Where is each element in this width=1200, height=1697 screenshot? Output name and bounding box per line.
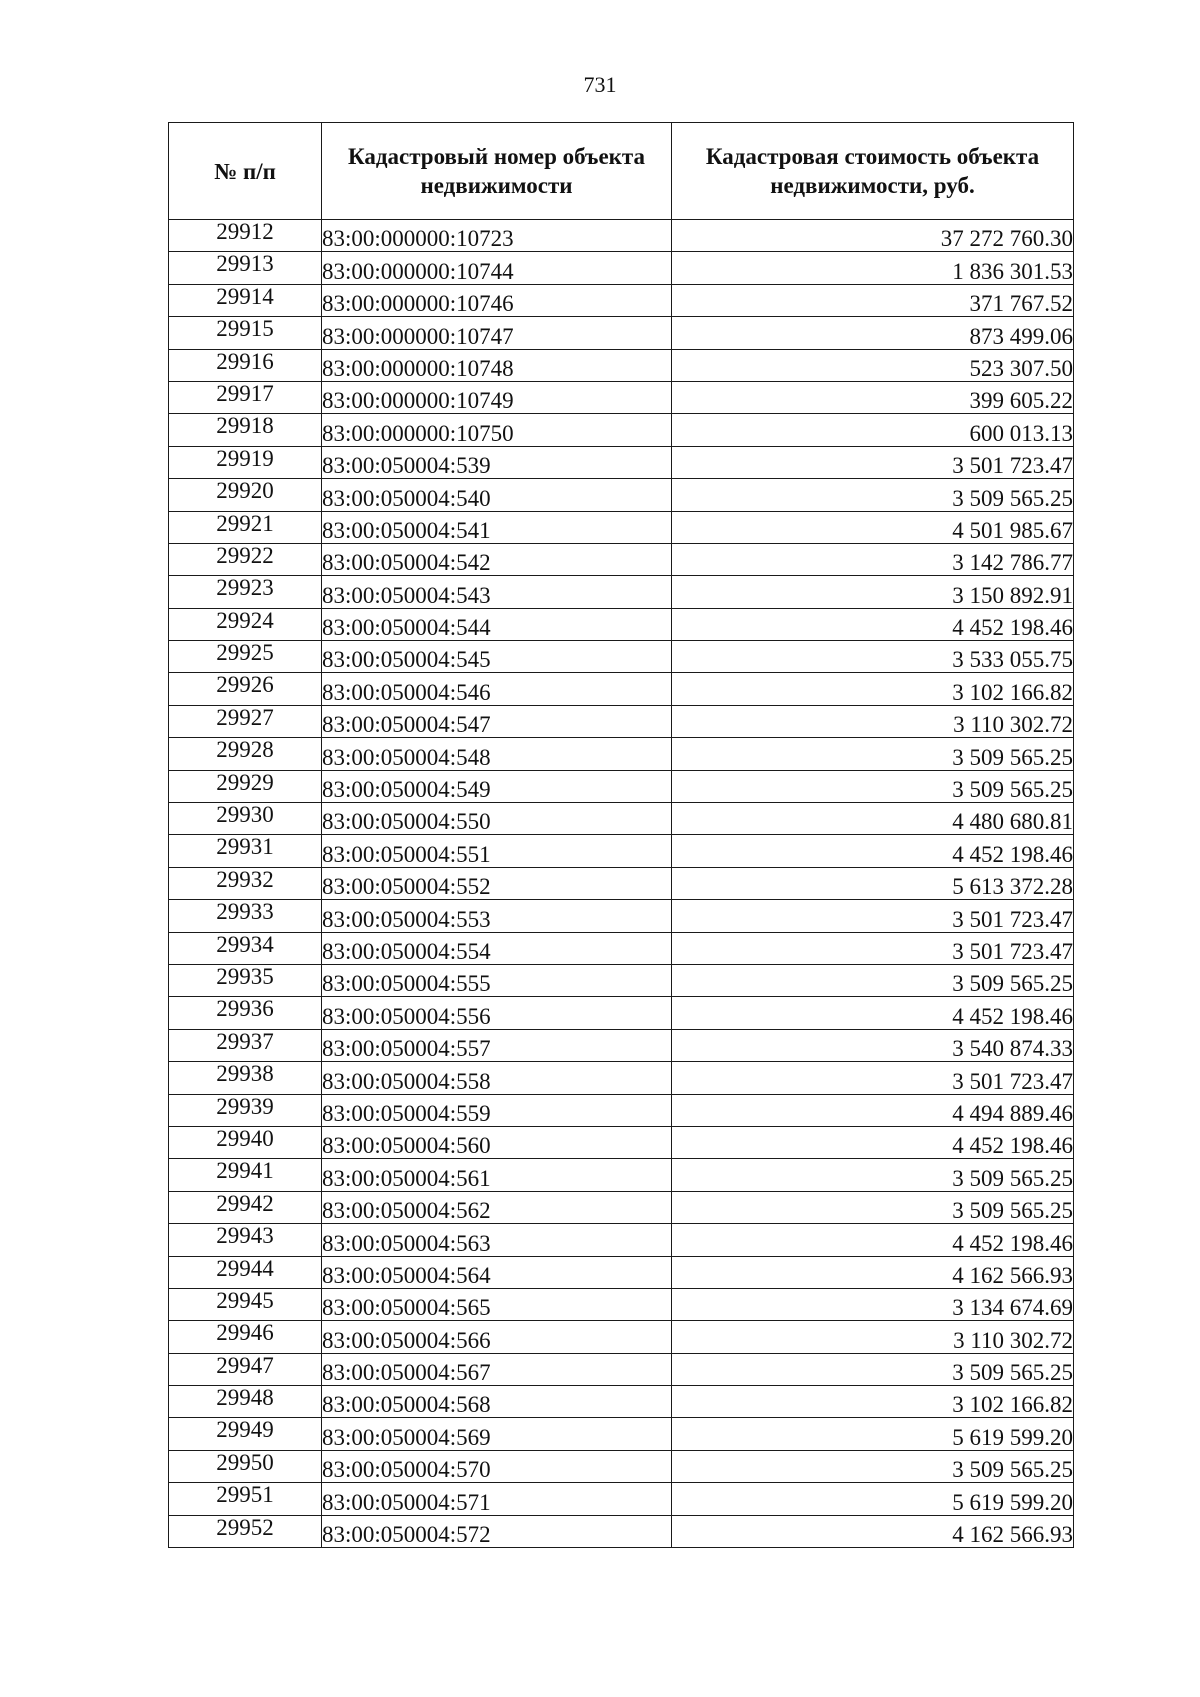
- cadastral-value-cell: 523 307.50: [672, 349, 1074, 381]
- row-number-cell: 29924: [169, 608, 322, 640]
- cadastral-number-cell: 83:00:050004:554: [322, 932, 672, 964]
- cadastral-value-cell: 3 509 565.25: [672, 1353, 1074, 1385]
- cadastral-value-cell: 4 162 566.93: [672, 1515, 1074, 1547]
- table-body: [169, 220, 1074, 1548]
- row-number-cell: 29941: [169, 1159, 322, 1191]
- cadastral-value-cell: 3 509 565.25: [672, 1191, 1074, 1223]
- cadastral-number-cell: 83:00:000000:10723: [322, 220, 672, 252]
- cadastral-number-cell: 83:00:000000:10747: [322, 317, 672, 349]
- cadastral-number-cell: 83:00:050004:553: [322, 900, 672, 932]
- cadastral-value-cell: 399 605.22: [672, 381, 1074, 413]
- header-cadastral-number: Кадастровый номер объекта недвижимости: [322, 123, 672, 220]
- page-number: 731: [583, 72, 617, 97]
- row-number-cell: 29917: [169, 381, 322, 413]
- cadastral-value-cell: 4 480 680.81: [672, 803, 1074, 835]
- cadastral-value-cell: 5 613 372.28: [672, 867, 1074, 899]
- cadastral-value-cell: 3 509 565.25: [672, 1159, 1074, 1191]
- table-row: [169, 252, 1074, 284]
- row-number-cell: 29945: [169, 1288, 322, 1320]
- cadastral-value-cell: 3 509 565.25: [672, 964, 1074, 996]
- row-number-cell: 29928: [169, 738, 322, 770]
- cadastral-number-cell: 83:00:050004:563: [322, 1224, 672, 1256]
- cadastral-number-cell: 83:00:050004:546: [322, 673, 672, 705]
- table-row: [169, 900, 1074, 932]
- cadastral-number-cell: 83:00:050004:543: [322, 576, 672, 608]
- cadastral-value-cell: 3 142 786.77: [672, 543, 1074, 575]
- table-row: [169, 835, 1074, 867]
- table-row: [169, 414, 1074, 446]
- cadastral-number-cell: 83:00:050004:567: [322, 1353, 672, 1385]
- table-row: [169, 381, 1074, 413]
- row-number-cell: 29931: [169, 835, 322, 867]
- cadastral-number-cell: 83:00:050004:566: [322, 1321, 672, 1353]
- row-number-cell: 29923: [169, 576, 322, 608]
- cadastral-number-cell: 83:00:050004:540: [322, 479, 672, 511]
- row-number-cell: 29936: [169, 997, 322, 1029]
- row-number-cell: 29913: [169, 252, 322, 284]
- cadastral-value-cell: 3 501 723.47: [672, 1062, 1074, 1094]
- cadastral-value-cell: 600 013.13: [672, 414, 1074, 446]
- table-row: [169, 770, 1074, 802]
- table-header: [169, 123, 1074, 220]
- cadastral-number-cell: 83:00:050004:539: [322, 446, 672, 478]
- cadastral-number-cell: 83:00:050004:541: [322, 511, 672, 543]
- cadastral-value-cell: 1 836 301.53: [672, 252, 1074, 284]
- cadastral-value-cell: 4 162 566.93: [672, 1256, 1074, 1288]
- table-row: [169, 511, 1074, 543]
- cadastral-number-cell: 83:00:050004:570: [322, 1450, 672, 1482]
- cadastral-number-cell: 83:00:050004:558: [322, 1062, 672, 1094]
- table-row: [169, 1418, 1074, 1450]
- table-row: [169, 220, 1074, 252]
- table-row: [169, 738, 1074, 770]
- cadastral-value-cell: 371 767.52: [672, 284, 1074, 316]
- row-number-cell: 29933: [169, 900, 322, 932]
- cadastral-value-cell: 3 509 565.25: [672, 738, 1074, 770]
- cadastral-number-cell: 83:00:050004:562: [322, 1191, 672, 1223]
- cadastral-value-cell: 4 452 198.46: [672, 997, 1074, 1029]
- cadastral-value-cell: 3 110 302.72: [672, 705, 1074, 737]
- cadastral-number-cell: 83:00:000000:10746: [322, 284, 672, 316]
- table-row: [169, 284, 1074, 316]
- row-number-cell: 29927: [169, 705, 322, 737]
- cadastral-number-cell: 83:00:050004:564: [322, 1256, 672, 1288]
- cadastral-number-cell: 83:00:050004:548: [322, 738, 672, 770]
- table-row: [169, 1159, 1074, 1191]
- table-row: [169, 608, 1074, 640]
- cadastral-value-cell: 3 134 674.69: [672, 1288, 1074, 1320]
- row-number-cell: 29938: [169, 1062, 322, 1094]
- table-row: [169, 317, 1074, 349]
- cadastral-number-cell: 83:00:050004:551: [322, 835, 672, 867]
- cadastral-value-cell: 3 533 055.75: [672, 641, 1074, 673]
- table-row: [169, 1126, 1074, 1158]
- cadastral-value-cell: 3 102 166.82: [672, 1386, 1074, 1418]
- cadastral-number-cell: 83:00:050004:555: [322, 964, 672, 996]
- row-number-cell: 29947: [169, 1353, 322, 1385]
- cadastral-value-cell: 3 150 892.91: [672, 576, 1074, 608]
- row-number-cell: 29935: [169, 964, 322, 996]
- cadastral-number-cell: 83:00:000000:10749: [322, 381, 672, 413]
- cadastral-number-cell: 83:00:050004:542: [322, 543, 672, 575]
- table-row: [169, 1450, 1074, 1482]
- cadastral-value-cell: 5 619 599.20: [672, 1483, 1074, 1515]
- table-row: [169, 349, 1074, 381]
- row-number-cell: 29951: [169, 1483, 322, 1515]
- row-number-cell: 29934: [169, 932, 322, 964]
- cadastral-value-cell: 4 494 889.46: [672, 1094, 1074, 1126]
- cadastral-value-cell: 3 501 723.47: [672, 932, 1074, 964]
- header-cadastral-value: Кадастровая стоимость объекта недвижимости, руб.: [672, 123, 1074, 220]
- row-number-cell: 29949: [169, 1418, 322, 1450]
- row-number-cell: 29925: [169, 641, 322, 673]
- row-number-cell: 29932: [169, 867, 322, 899]
- table-row: [169, 1191, 1074, 1223]
- table-row: [169, 446, 1074, 478]
- table-row: [169, 1321, 1074, 1353]
- cadastral-value-cell: 3 509 565.25: [672, 479, 1074, 511]
- row-number-cell: 29930: [169, 803, 322, 835]
- table-row: [169, 997, 1074, 1029]
- table-row: [169, 932, 1074, 964]
- cadastral-number-cell: 83:00:050004:552: [322, 867, 672, 899]
- table-row: [169, 1062, 1074, 1094]
- cadastral-value-cell: 873 499.06: [672, 317, 1074, 349]
- table-row: [169, 964, 1074, 996]
- cadastral-number-cell: 83:00:050004:549: [322, 770, 672, 802]
- cadastral-number-cell: 83:00:050004:544: [322, 608, 672, 640]
- row-number-cell: 29952: [169, 1515, 322, 1547]
- cadastral-number-cell: 83:00:050004:547: [322, 705, 672, 737]
- row-number-cell: 29946: [169, 1321, 322, 1353]
- table-row: [169, 1029, 1074, 1061]
- cadastral-number-cell: 83:00:050004:561: [322, 1159, 672, 1191]
- table-row: [169, 1353, 1074, 1385]
- row-number-cell: 29944: [169, 1256, 322, 1288]
- cadastral-value-cell: 3 102 166.82: [672, 673, 1074, 705]
- cadastral-value-cell: 3 509 565.25: [672, 770, 1074, 802]
- table-row: [169, 479, 1074, 511]
- cadastral-number-cell: 83:00:050004:545: [322, 641, 672, 673]
- table-row: [169, 1515, 1074, 1547]
- row-number-cell: 29929: [169, 770, 322, 802]
- cadastral-value-cell: 4 452 198.46: [672, 835, 1074, 867]
- cadastral-value-cell: 4 452 198.46: [672, 608, 1074, 640]
- cadastral-number-cell: 83:00:050004:569: [322, 1418, 672, 1450]
- cadastral-value-cell: 4 452 198.46: [672, 1126, 1074, 1158]
- cadastral-value-cell: 3 509 565.25: [672, 1450, 1074, 1482]
- row-number-cell: 29943: [169, 1224, 322, 1256]
- table-row: [169, 1386, 1074, 1418]
- row-number-cell: 29950: [169, 1450, 322, 1482]
- cadastral-value-cell: 3 540 874.33: [672, 1029, 1074, 1061]
- cadastral-value-cell: 5 619 599.20: [672, 1418, 1074, 1450]
- table-row: [169, 1288, 1074, 1320]
- row-number-cell: 29919: [169, 446, 322, 478]
- row-number-cell: 29942: [169, 1191, 322, 1223]
- cadastral-number-cell: 83:00:050004:557: [322, 1029, 672, 1061]
- cadastral-value-cell: 4 501 985.67: [672, 511, 1074, 543]
- row-number-cell: 29940: [169, 1126, 322, 1158]
- row-number-cell: 29939: [169, 1094, 322, 1126]
- table-row: [169, 543, 1074, 575]
- row-number-cell: 29921: [169, 511, 322, 543]
- cadastral-value-cell: 3 110 302.72: [672, 1321, 1074, 1353]
- table-row: [169, 641, 1074, 673]
- table-row: [169, 576, 1074, 608]
- cadastral-number-cell: 83:00:050004:568: [322, 1386, 672, 1418]
- row-number-cell: 29926: [169, 673, 322, 705]
- cadastral-value-cell: 4 452 198.46: [672, 1224, 1074, 1256]
- table-row: [169, 1483, 1074, 1515]
- cadastral-table: [168, 122, 1074, 1548]
- table-row: [169, 1256, 1074, 1288]
- header-row-number: № п/п: [169, 123, 322, 220]
- cadastral-value-cell: 3 501 723.47: [672, 446, 1074, 478]
- cadastral-number-cell: 83:00:050004:565: [322, 1288, 672, 1320]
- row-number-cell: 29915: [169, 317, 322, 349]
- cadastral-number-cell: 83:00:050004:572: [322, 1515, 672, 1547]
- cadastral-number-cell: 83:00:000000:10750: [322, 414, 672, 446]
- row-number-cell: 29914: [169, 284, 322, 316]
- cadastral-number-cell: 83:00:050004:550: [322, 803, 672, 835]
- cadastral-number-cell: 83:00:050004:560: [322, 1126, 672, 1158]
- row-number-cell: 29912: [169, 220, 322, 252]
- cadastral-number-cell: 83:00:050004:556: [322, 997, 672, 1029]
- cadastral-number-cell: 83:00:000000:10744: [322, 252, 672, 284]
- row-number-cell: 29920: [169, 479, 322, 511]
- table-row: [169, 1224, 1074, 1256]
- table-row: [169, 705, 1074, 737]
- header-row: [169, 123, 1074, 220]
- table-row: [169, 803, 1074, 835]
- table-row: [169, 673, 1074, 705]
- table-row: [169, 1094, 1074, 1126]
- cadastral-value-cell: 37 272 760.30: [672, 220, 1074, 252]
- cadastral-value-cell: 3 501 723.47: [672, 900, 1074, 932]
- row-number-cell: 29918: [169, 414, 322, 446]
- row-number-cell: 29922: [169, 543, 322, 575]
- table-row: [169, 867, 1074, 899]
- cadastral-number-cell: 83:00:050004:571: [322, 1483, 672, 1515]
- row-number-cell: 29916: [169, 349, 322, 381]
- cadastral-number-cell: 83:00:000000:10748: [322, 349, 672, 381]
- row-number-cell: 29937: [169, 1029, 322, 1061]
- cadastral-number-cell: 83:00:050004:559: [322, 1094, 672, 1126]
- row-number-cell: 29948: [169, 1386, 322, 1418]
